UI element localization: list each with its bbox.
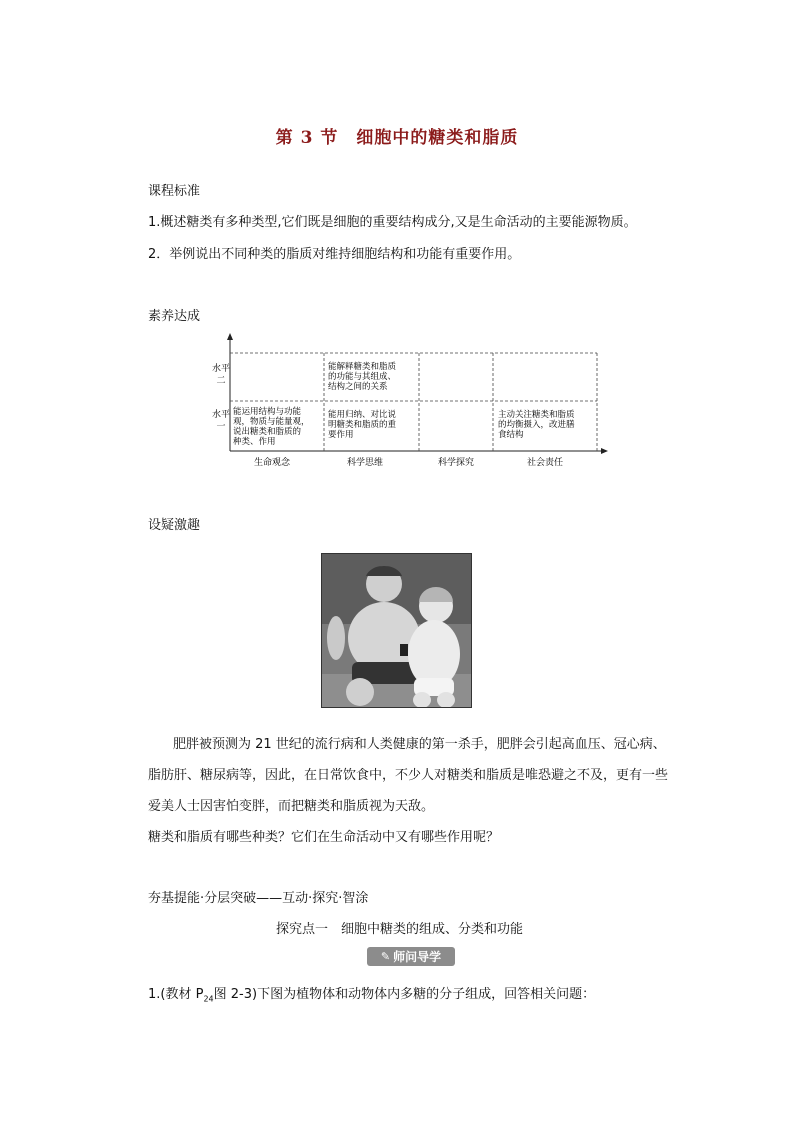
cell-level1-thinking xyxy=(328,409,397,440)
svg-text:种类、作用: 种类、作用 xyxy=(233,437,276,447)
intro-paragraph-line-2: 脂肪肝、糖尿病等，因此，在日常饮食中，不少人对糖类和脂质是唯恐避之不及，更有一些 xyxy=(148,768,669,783)
x-label-1: 生命观念 xyxy=(253,458,291,468)
standards-item-2: 2．举例说出不同种类的脂质对维持细胞结构和功能有重要作用。 xyxy=(148,247,521,262)
section2-heading: 夯基提能·分层突破——互动·探究·智涂 xyxy=(148,891,369,906)
svg-text:能运用结构与功能: 能运用结构与功能 xyxy=(233,407,302,417)
svg-text:能用归纳、对比说: 能用归纳、对比说 xyxy=(328,410,397,420)
x-label-3: 科学探究 xyxy=(437,458,475,468)
svg-text:的功能与其组成、: 的功能与其组成、 xyxy=(328,372,397,382)
x-label-2: 科学思维 xyxy=(346,458,384,468)
svg-text:说出糖类和脂质的: 说出糖类和脂质的 xyxy=(233,427,302,437)
literacy-heading: 素养达成 xyxy=(148,309,201,324)
svg-text:食结构: 食结构 xyxy=(498,430,524,440)
x-axis-arrow xyxy=(601,448,608,454)
literacy-level-chart xyxy=(205,333,610,473)
y-label-level2-b: 二 xyxy=(216,376,226,386)
svg-text:观，物质与能量观，: 观，物质与能量观， xyxy=(233,417,310,427)
intro-paragraph-line-3: 爱美人士因害怕变胖，而把糖类和脂质视为天敌。 xyxy=(148,799,435,814)
cell-level2-thinking xyxy=(328,361,397,392)
y-label-level1-b: 一 xyxy=(216,422,226,432)
svg-text:主动关注糖类和脂质: 主动关注糖类和脂质 xyxy=(498,410,575,420)
cell-level1-concept xyxy=(233,406,310,447)
obese-children-photo xyxy=(321,553,472,708)
explore-point-1: 探究点一 细胞中糖类的组成、分类和功能 xyxy=(276,922,524,937)
svg-text:的均衡摄入，改进膳: 的均衡摄入，改进膳 xyxy=(498,420,575,430)
page-title: 第 3 节 细胞中的糖类和脂质 xyxy=(275,128,519,148)
y-axis-arrow xyxy=(227,333,233,340)
question-1: 1.(教材 $P_{24}$图 2-3)下图为植物体和动物体内多糖的分子组成，回答相关问题： xyxy=(148,987,596,1004)
y-label-level2-a: 水平 xyxy=(211,364,231,374)
svg-text:结构之间的关系: 结构之间的关系 xyxy=(328,382,388,392)
standards-item-1: 1.概述糖类有多种类型,它们既是细胞的重要结构成分,又是生命活动的主要能源物质。 xyxy=(148,215,637,230)
teacher-guide-label: 师问导学 xyxy=(393,950,442,964)
pen-icon: ✎ xyxy=(380,950,391,963)
svg-text:能解释糖类和脂质: 能解释糖类和脂质 xyxy=(328,362,397,372)
y-label-level1-a: 水平 xyxy=(211,410,231,420)
teacher-guide-tag xyxy=(367,947,455,966)
standards-heading: 课程标准 xyxy=(148,184,201,199)
intro-heading: 设疑激趣 xyxy=(148,518,201,533)
cell-level1-responsibility xyxy=(498,409,575,440)
intro-paragraph-line-1: 肥胖被预测为 21 世纪的流行病和人类健康的第一杀手，肥胖会引起高血压、冠心病、 xyxy=(173,737,666,752)
x-label-4: 社会责任 xyxy=(526,458,564,468)
svg-text:要作用: 要作用 xyxy=(328,430,354,440)
svg-text:明糖类和脂质的重: 明糖类和脂质的重 xyxy=(328,420,397,430)
intro-question: 糖类和脂质有哪些种类？它们在生命活动中又有哪些作用呢？ xyxy=(148,830,500,845)
